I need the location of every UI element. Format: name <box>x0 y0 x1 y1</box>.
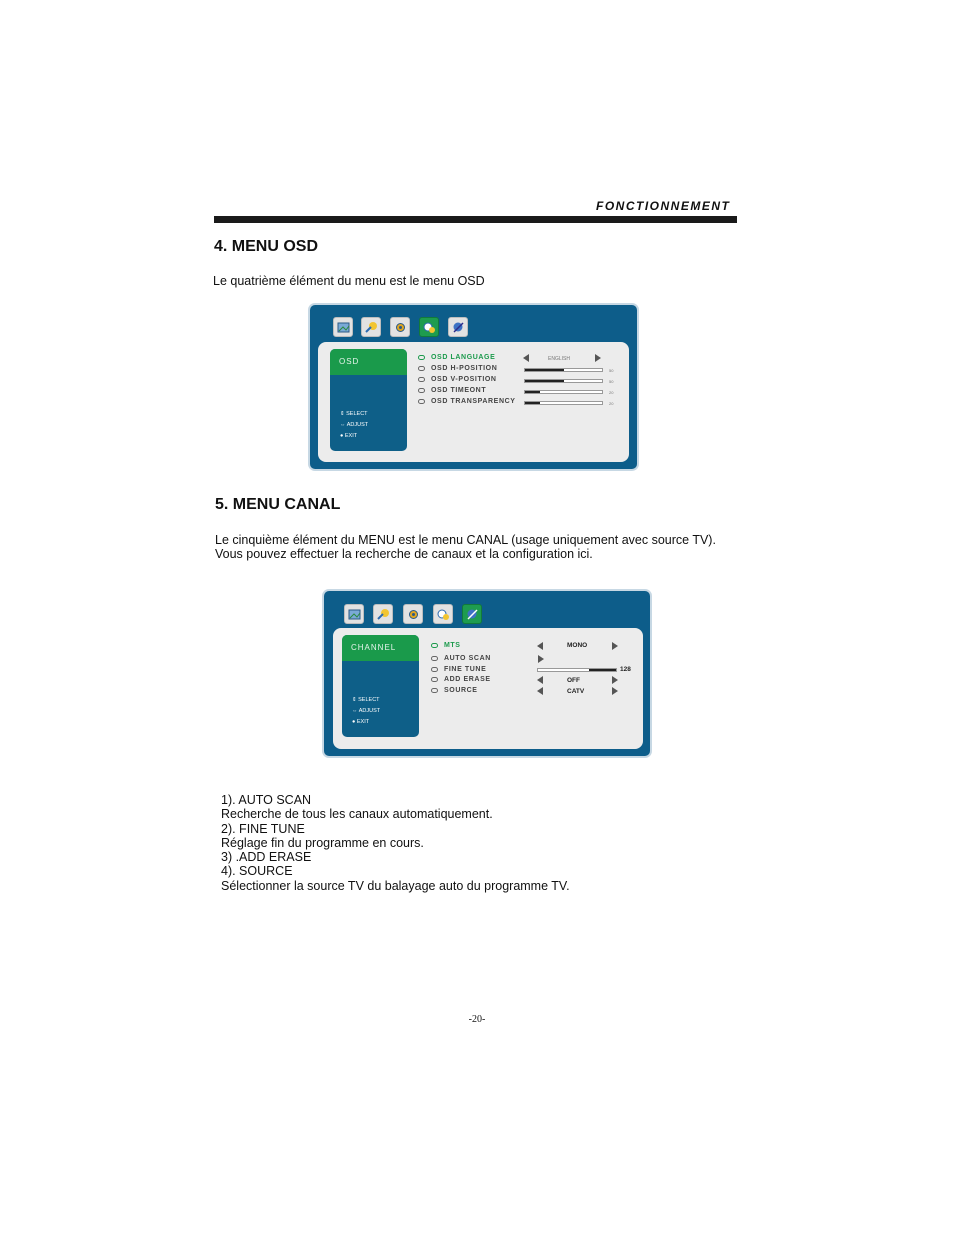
menu-item-label: MTS <box>444 642 461 649</box>
menu-item-label: OSD H-POSITION <box>431 365 498 372</box>
radio-icon <box>418 366 425 371</box>
channel-sidebar <box>342 635 419 737</box>
help-select-label: SELECT <box>346 411 368 417</box>
osd-sidebar-title: OSD <box>339 357 360 366</box>
radio-icon <box>431 677 438 682</box>
osd-sidebar-header <box>330 349 407 375</box>
note-line: Réglage fin du programme en cours. <box>221 836 424 850</box>
channel-icon[interactable] <box>448 317 468 337</box>
help-exit-label: EXIT <box>344 433 358 439</box>
header-rule <box>214 216 737 223</box>
sound-icon[interactable] <box>361 317 381 337</box>
channel-menu-screenshot <box>324 591 650 756</box>
radio-icon <box>418 388 425 393</box>
menu-item-osd-language[interactable] <box>418 354 495 361</box>
help-exit-label: EXIT <box>356 719 370 725</box>
section-4-intro: Le quatrième élément du menu est le menu OSD <box>213 274 485 288</box>
arrow-left-icon[interactable] <box>537 676 543 684</box>
slider-fill <box>525 369 564 371</box>
slider-fill <box>589 669 616 671</box>
osd-icon[interactable] <box>419 317 439 337</box>
arrow-left-icon[interactable] <box>537 642 543 650</box>
radio-icon <box>431 667 438 672</box>
menu-item-osd-v-position[interactable] <box>418 376 497 383</box>
page-number: -20- <box>468 1014 486 1025</box>
sound-icon[interactable] <box>373 604 393 624</box>
section-4-title: 4. MENU OSD <box>214 238 319 255</box>
help-adjust-label: ADJUST <box>346 422 369 428</box>
note-line: Sélectionner la source TV du balayage auto du programme TV. <box>221 879 570 893</box>
osd-sidebar <box>330 349 407 451</box>
radio-icon <box>418 355 425 360</box>
slider-fill <box>525 380 564 382</box>
arrow-left-icon[interactable] <box>523 354 529 362</box>
help-select: ⇕ SELECT <box>352 697 380 703</box>
mts-value: MONO <box>567 642 588 649</box>
osd-transparency-number: 20 <box>609 401 614 406</box>
osd-transparency-slider[interactable] <box>524 401 603 405</box>
menu-item-mts[interactable] <box>431 642 461 649</box>
note-line: Recherche de tous les canaux automatiquement. <box>221 807 493 821</box>
fine-tune-slider[interactable] <box>537 668 617 672</box>
section-5-intro-line2: Vous pouvez effectuer la recherche de canaux et la configuration ici. <box>215 547 593 561</box>
arrow-left-icon[interactable] <box>537 687 543 695</box>
picture-icon[interactable] <box>344 604 364 624</box>
section-5-title: 5. MENU CANAL <box>215 496 341 513</box>
fine-tune-number: 128 <box>620 666 631 673</box>
slider-fill <box>525 391 540 393</box>
picture-icon[interactable] <box>333 317 353 337</box>
menu-item-label: OSD LANGUAGE <box>431 354 496 361</box>
menu-item-label: FINE TUNE <box>444 666 487 673</box>
note-line: 2). FINE TUNE <box>221 822 305 836</box>
osd-timeont-slider[interactable] <box>524 390 603 394</box>
radio-icon <box>431 656 438 661</box>
menu-item-source[interactable] <box>431 687 478 694</box>
auto-scan-arrow-icon[interactable] <box>538 655 544 663</box>
slider-fill <box>525 402 540 404</box>
menu-item-osd-transparency[interactable] <box>418 398 516 405</box>
channel-sidebar-header <box>342 635 419 661</box>
help-select: ⇕ SELECT <box>340 411 368 417</box>
osd-timeont-number: 20 <box>609 390 614 395</box>
setup-icon[interactable] <box>390 317 410 337</box>
add-erase-value: OFF <box>567 677 580 684</box>
note-line: 3) .ADD ERASE <box>221 850 312 864</box>
arrow-right-icon[interactable] <box>595 354 601 362</box>
help-exit: ● EXIT <box>352 719 370 725</box>
note-line: 4). SOURCE <box>221 864 293 878</box>
osd-v-position-number: 50 <box>609 379 614 384</box>
menu-item-label: OSD V-POSITION <box>431 376 497 383</box>
radio-icon <box>418 377 425 382</box>
menu-item-label: SOURCE <box>444 687 478 694</box>
arrow-right-icon[interactable] <box>612 687 618 695</box>
help-exit: ● EXIT <box>340 433 358 439</box>
menu-item-osd-timeont[interactable] <box>418 387 486 394</box>
menu-item-label: OSD TRANSPARENCY <box>431 398 516 405</box>
osd-language-value: ENGLISH <box>548 356 570 362</box>
menu-item-label: ADD ERASE <box>444 676 491 683</box>
radio-icon <box>431 643 438 648</box>
osd-h-position-slider[interactable] <box>524 368 603 372</box>
osd-v-position-slider[interactable] <box>524 379 603 383</box>
help-adjust: ⇔ ADJUST <box>352 708 381 714</box>
channel-sidebar-title: CHANNEL <box>351 643 397 652</box>
help-select-label: SELECT <box>358 697 380 703</box>
arrow-right-icon[interactable] <box>612 676 618 684</box>
help-adjust-label: ADJUST <box>358 708 381 714</box>
radio-icon <box>431 688 438 693</box>
note-line: 1). AUTO SCAN <box>221 793 312 807</box>
menu-item-label: AUTO SCAN <box>444 655 491 662</box>
setup-icon[interactable] <box>403 604 423 624</box>
radio-icon <box>418 399 425 404</box>
section-5-intro-line1: Le cinquième élément du MENU est le menu CANAL (usage uniquement avec source TV). <box>215 533 716 547</box>
channel-icon[interactable] <box>462 604 482 624</box>
page-header-title: FONCTIONNEMENT <box>596 199 731 213</box>
menu-item-add-erase[interactable] <box>431 676 491 683</box>
help-adjust: ⇔ ADJUST <box>340 422 369 428</box>
menu-item-fine-tune[interactable] <box>431 666 486 673</box>
osd-icon[interactable] <box>433 604 453 624</box>
menu-item-auto-scan[interactable] <box>431 655 491 662</box>
arrow-right-icon[interactable] <box>612 642 618 650</box>
source-value: CATV <box>567 688 585 695</box>
osd-menu-screenshot <box>310 305 637 469</box>
osd-h-position-number: 50 <box>609 368 614 373</box>
menu-item-label: OSD TIMEONT <box>431 387 487 394</box>
menu-item-osd-h-position[interactable] <box>418 365 497 372</box>
